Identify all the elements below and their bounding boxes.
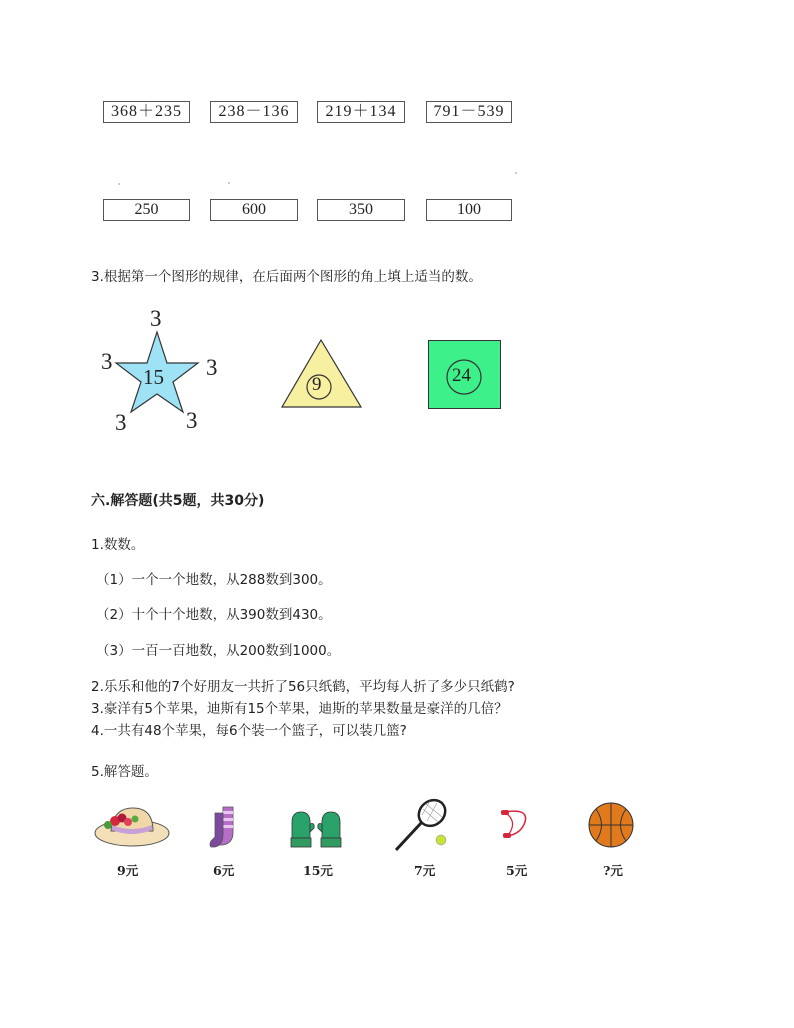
item-price: 15元 xyxy=(303,863,333,878)
item-price: 9元 xyxy=(117,863,139,878)
tennis-racket-icon xyxy=(392,795,452,855)
expression-box: 791－539 xyxy=(426,101,512,123)
star-corner-number: 3 xyxy=(186,408,198,433)
item-price: 5元 xyxy=(506,863,528,878)
problem-1-item: （3）一百一百地数，从200数到1000。 xyxy=(96,643,341,659)
item-price: 7元 xyxy=(414,863,436,878)
star-center-number: 15 xyxy=(143,365,164,389)
speck xyxy=(228,182,230,184)
expression-box: 368＋235 xyxy=(103,101,190,123)
problem-4: 4.一共有48个苹果，每6个装一个篮子，可以装几篮? xyxy=(91,723,407,739)
question-3-text: 3.根据第一个图形的规律，在后面两个图形的角上填上适当的数。 xyxy=(91,269,482,285)
expression-box: 238－136 xyxy=(210,101,298,123)
socks-icon xyxy=(209,805,241,849)
problem-5: 5.解答题。 xyxy=(91,764,158,780)
triangle-shape xyxy=(282,340,361,407)
square-center-number: 24 xyxy=(452,365,471,386)
answer-box: 100 xyxy=(426,199,512,221)
sun-hat-icon xyxy=(93,803,171,849)
expression-box: 219＋134 xyxy=(317,101,405,123)
problem-1-item: （1）一个一个地数，从288数到300。 xyxy=(96,572,332,588)
triangle-figure xyxy=(280,337,364,409)
problem-2: 2.乐乐和他的7个好朋友一共折了56只纸鹤，平均每人折了多少只纸鹤? xyxy=(91,679,515,695)
star-corner-number: 3 xyxy=(115,410,127,435)
speck xyxy=(515,172,517,174)
star-corner-number: 3 xyxy=(206,355,218,380)
jump-rope-icon xyxy=(499,808,533,840)
triangle-center-number: 9 xyxy=(312,374,322,395)
mittens-icon xyxy=(288,810,344,850)
basketball-icon xyxy=(587,801,635,849)
answer-box: 600 xyxy=(210,199,298,221)
item-price: 6元 xyxy=(213,863,235,878)
speck xyxy=(118,183,120,185)
problem-3: 3.豪洋有5个苹果，迪斯有15个苹果，迪斯的苹果数量是豪洋的几倍？ xyxy=(91,701,508,717)
problem-1-item: （2）十个十个地数，从390数到430。 xyxy=(96,607,332,623)
star-corner-number: 3 xyxy=(150,306,162,331)
section-heading: 六.解答题(共5题，共30分) xyxy=(91,493,265,509)
answer-box: 350 xyxy=(317,199,405,221)
star-corner-number: 3 xyxy=(101,349,113,374)
problem-1: 1.数数。 xyxy=(91,537,145,553)
answer-box: 250 xyxy=(103,199,190,221)
item-price: ?元 xyxy=(603,863,623,878)
